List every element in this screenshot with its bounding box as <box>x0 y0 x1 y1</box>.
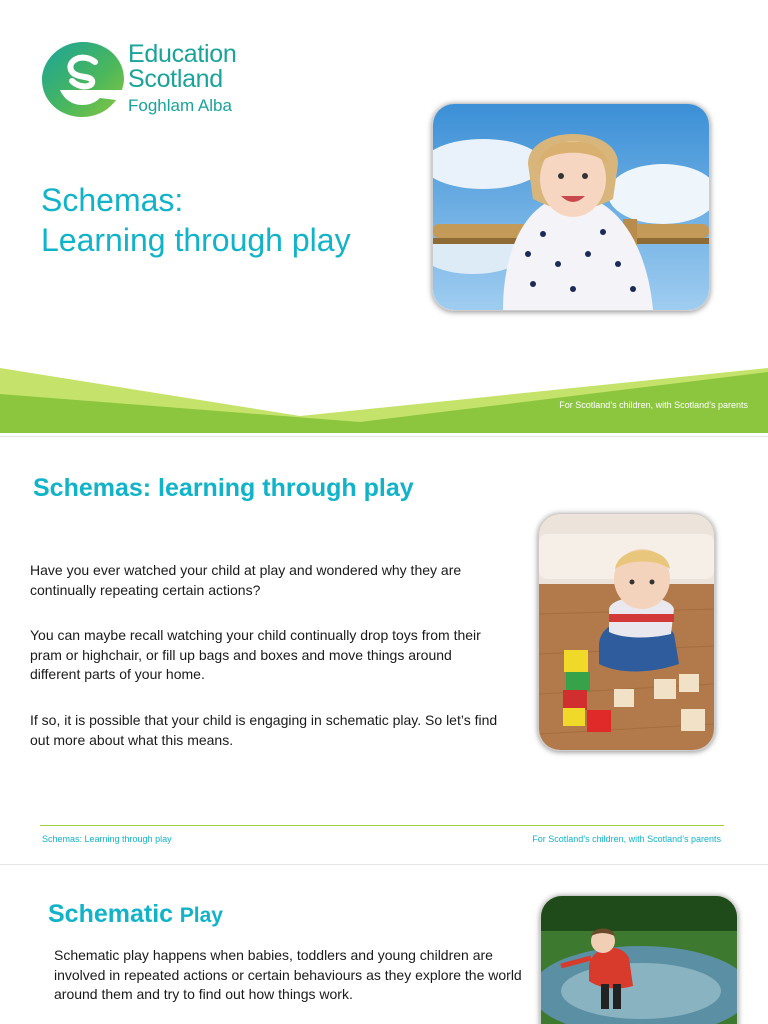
paragraph-1: Have you ever watched your child at play and wondered why they are continually repeating certain actions? <box>30 562 462 598</box>
slide-heading-word-1: Schematic <box>48 900 174 928</box>
footer-left-text: Schemas: Learning through play <box>42 834 172 844</box>
slide-heading <box>48 900 223 929</box>
toddler-blocks-image-icon <box>539 514 714 750</box>
footer-divider <box>40 825 724 826</box>
child-puddle-image-icon <box>541 896 737 1024</box>
tagline: For Scotland’s children, with Scotland’s parents <box>559 400 748 410</box>
paragraph: Schematic play happens when babies, toddlers and young children are involved in repeated actions or certain behaviours as they explore the world around them and try to find out how things work. <box>54 947 522 1002</box>
brand-line-2: Scotland <box>128 65 223 93</box>
slide-separator <box>0 864 768 865</box>
schematic-play-slide <box>0 868 768 1024</box>
child-climbing-photo <box>432 103 710 311</box>
slide-title <box>41 180 351 260</box>
child-climbing-image-icon <box>433 104 709 310</box>
brand-line-1: Education <box>128 40 237 68</box>
toddler-blocks-photo <box>538 513 715 751</box>
brand-wordmark <box>128 42 237 118</box>
footer-right-text: For Scotland’s children, with Scotland’s parents <box>532 834 721 844</box>
paragraph-3: If so, it is possible that your child is engaging in schematic play. So let’s find out more about what this means. <box>30 712 498 748</box>
slide-heading: Schemas: learning through play <box>33 474 414 502</box>
paragraph-2: You can maybe recall watching your child continually drop toys from their pram or highchair, or fill up bags and boxes and move things around different parts of your home. <box>30 627 481 682</box>
schemas-intro-slide <box>0 440 768 860</box>
title-slide <box>0 0 768 433</box>
child-puddle-photo <box>540 895 738 1024</box>
brand-line-3: Foghlam Alba <box>128 96 232 115</box>
slide-separator <box>0 436 768 437</box>
education-scotland-logo-icon <box>38 38 128 120</box>
slide-heading-word-2: Play <box>179 904 223 927</box>
slide-title-line-2: Learning through play <box>41 222 351 258</box>
slide-title-line-1: Schemas: <box>41 182 184 218</box>
